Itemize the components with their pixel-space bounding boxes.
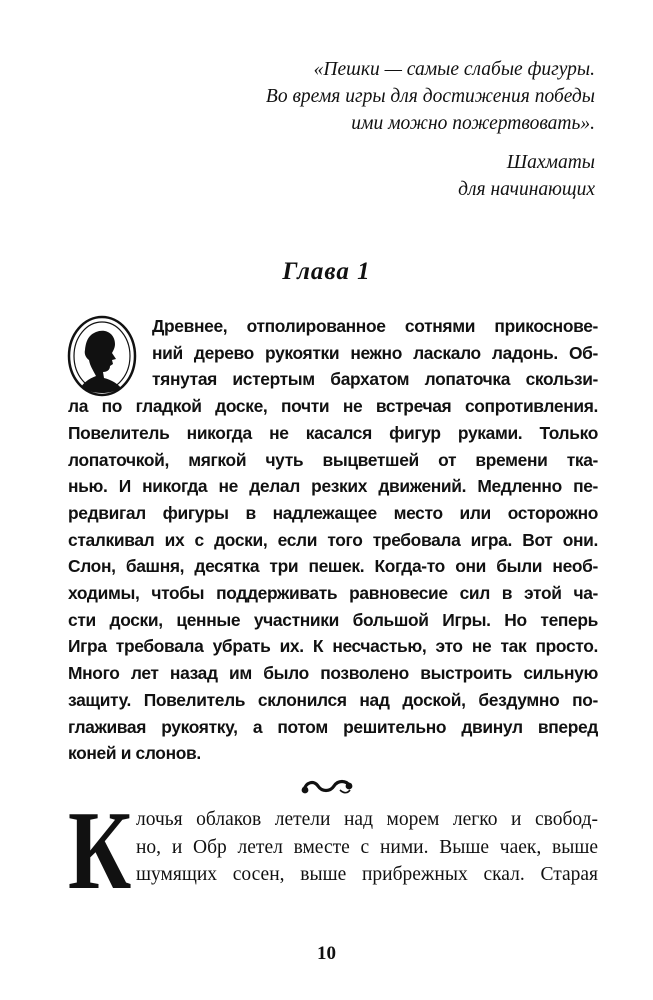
text-line: сталкивал их с доски, если того требовала игра. Вот они. xyxy=(68,529,598,550)
text-line: глаживая рукоятку, а потом решительно двинул вперед xyxy=(68,716,598,737)
text-line: ний дерево рукоятки нежно ласкало ладонь. Об- xyxy=(152,342,598,363)
epigraph-line: Во время игры для достижения победы xyxy=(265,86,595,107)
body-paragraph xyxy=(68,806,598,889)
text-line: сти доски, ценные участники большой Игры. Но теперь xyxy=(68,609,598,630)
text-line: Древнее, отполированное сотнями прикоснове- xyxy=(152,316,598,336)
drop-cap: К xyxy=(68,789,132,913)
intro-paragraph xyxy=(68,313,598,767)
epigraph-source-line: для начинающих xyxy=(458,179,595,200)
text-line: ходимы, чтобы поддерживать равновесие сил в этой ча- xyxy=(68,583,598,604)
text-line: защиту. Повелитель склонился над доской, бездумно по- xyxy=(68,689,598,710)
epigraph-source xyxy=(266,149,595,203)
chapter-title: Глава 1 xyxy=(282,258,371,285)
text-line: коней и слонов. xyxy=(68,743,201,764)
text-line: редвигал фигуры в надлежащее место или осторожно xyxy=(68,502,598,523)
text-line: но, и Обр летел вместе с ними. Выше чаек, выше xyxy=(136,836,598,858)
epigraph-line: ими можно пожертвовать». xyxy=(351,113,595,134)
text-line: Слон, башня, десятка три пешек. Когда-то они были необ- xyxy=(68,556,598,577)
text-line: Игра требовала убрать их. К несчастью, это не так просто. xyxy=(68,636,598,657)
page-number: 10 xyxy=(317,943,336,964)
text-line: тянутая истертым бархатом лопаточка скользи- xyxy=(152,369,598,390)
section-ornament-icon xyxy=(300,774,354,800)
epigraph-source-line: Шахматы xyxy=(506,152,595,173)
text-line: Много лет назад им было позволено выстроить сильную xyxy=(68,663,598,684)
text-line: Повелитель никогда не касался фигур руками. Только xyxy=(68,422,598,443)
text-line: шумящих сосен, выше прибрежных скал. Старая xyxy=(136,864,598,885)
text-line: ла по гладкой доске, почти не встречая сопротивления. xyxy=(68,396,598,417)
text-line: лочья облаков летели над морем легко и свобод- xyxy=(136,809,598,830)
epigraph-line: «Пешки — самые слабые фигуры. xyxy=(313,59,595,80)
text-line: нью. И никогда не делал резких движений. Медленно пе- xyxy=(68,476,598,497)
text-line: лопаточкой, мягкой чуть выцветшей от времени тка- xyxy=(68,449,598,470)
epigraph xyxy=(266,56,595,203)
